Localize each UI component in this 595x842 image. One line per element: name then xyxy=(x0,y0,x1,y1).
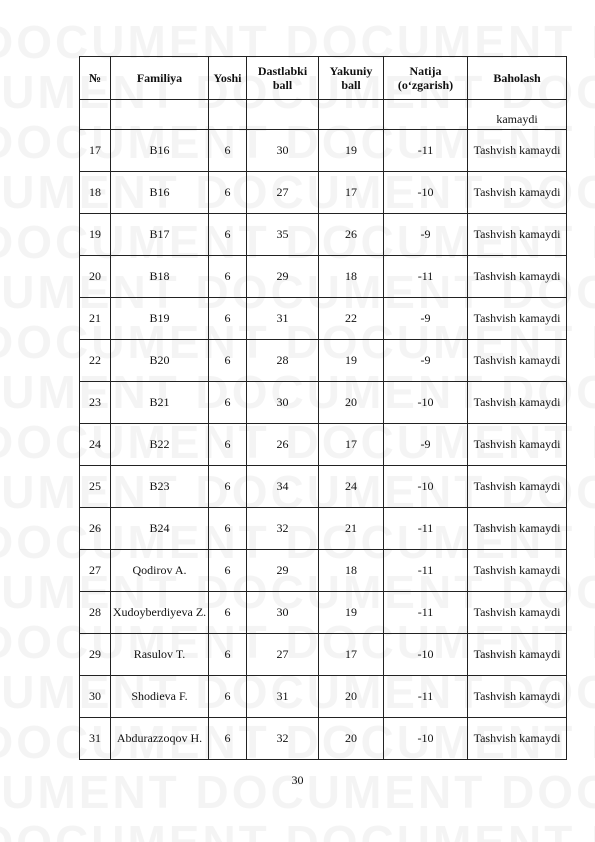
cell-familiya: B23 xyxy=(111,466,209,508)
cell-natija: -11 xyxy=(384,550,468,592)
header-dastlabki: Dastlabki ball xyxy=(247,57,319,100)
cell-baholash: Tashvish kamaydi xyxy=(468,508,567,550)
cell-yoshi: 6 xyxy=(209,508,247,550)
table-row xyxy=(80,466,567,508)
cell-dastlabki: 32 xyxy=(247,508,319,550)
header-no: № xyxy=(80,57,111,100)
cell-baholash: Tashvish kamaydi xyxy=(468,172,567,214)
cell-dastlabki: 29 xyxy=(247,550,319,592)
cell-natija: -9 xyxy=(384,424,468,466)
cell-yakuniy: 17 xyxy=(319,634,384,676)
cell-natija xyxy=(384,100,468,130)
cell-yoshi: 6 xyxy=(209,298,247,340)
cell-yakuniy: 18 xyxy=(319,550,384,592)
table-row xyxy=(80,256,567,298)
cell-dastlabki: 28 xyxy=(247,340,319,382)
results-table xyxy=(79,56,567,760)
cell-familiya: Rasulov T. xyxy=(111,634,209,676)
cell-natija: -11 xyxy=(384,592,468,634)
cell-yakuniy: 22 xyxy=(319,298,384,340)
cell-yoshi: 6 xyxy=(209,592,247,634)
cell-yakuniy: 19 xyxy=(319,130,384,172)
cell-natija: -9 xyxy=(384,214,468,256)
cell-natija: -10 xyxy=(384,172,468,214)
table-row xyxy=(80,718,567,760)
cell-natija: -11 xyxy=(384,256,468,298)
cell-natija: -10 xyxy=(384,382,468,424)
cell-no: 17 xyxy=(80,130,111,172)
table-row xyxy=(80,130,567,172)
cell-natija: -9 xyxy=(384,298,468,340)
cell-yakuniy: 19 xyxy=(319,340,384,382)
cell-no: 18 xyxy=(80,172,111,214)
cell-baholash: Tashvish kamaydi xyxy=(468,382,567,424)
cell-natija: -11 xyxy=(384,676,468,718)
cell-yoshi: 6 xyxy=(209,424,247,466)
table-row xyxy=(80,172,567,214)
cell-yoshi: 6 xyxy=(209,172,247,214)
cell-familiya: B19 xyxy=(111,298,209,340)
cell-yoshi: 6 xyxy=(209,382,247,424)
cell-yoshi: 6 xyxy=(209,340,247,382)
cell-natija: -10 xyxy=(384,718,468,760)
cell-baholash: Tashvish kamaydi xyxy=(468,466,567,508)
cell-baholash: Tashvish kamaydi xyxy=(468,298,567,340)
cell-yakuniy: 20 xyxy=(319,718,384,760)
cell-dastlabki: 30 xyxy=(247,130,319,172)
cell-yoshi: 6 xyxy=(209,214,247,256)
cell-yakuniy: 26 xyxy=(319,214,384,256)
cell-natija: -11 xyxy=(384,508,468,550)
cell-familiya: Qodirov A. xyxy=(111,550,209,592)
cell-no: 23 xyxy=(80,382,111,424)
cell-no xyxy=(80,100,111,130)
cell-baholash: Tashvish kamaydi xyxy=(468,130,567,172)
table-row xyxy=(80,676,567,718)
watermark-row xyxy=(0,815,595,842)
cell-familiya: B22 xyxy=(111,424,209,466)
cell-natija: -9 xyxy=(384,340,468,382)
table-row xyxy=(80,592,567,634)
cell-natija: -11 xyxy=(384,130,468,172)
cell-familiya: B24 xyxy=(111,508,209,550)
cell-yakuniy: 17 xyxy=(319,424,384,466)
cell-familiya: B18 xyxy=(111,256,209,298)
cell-baholash: Tashvish kamaydi xyxy=(468,340,567,382)
cell-no: 27 xyxy=(80,550,111,592)
cell-familiya: Xudoyberdiyeva Z. xyxy=(111,592,209,634)
cell-natija: -10 xyxy=(384,634,468,676)
cell-dastlabki: 27 xyxy=(247,634,319,676)
cell-yakuniy: 24 xyxy=(319,466,384,508)
cell-no: 20 xyxy=(80,256,111,298)
cell-yoshi: 6 xyxy=(209,676,247,718)
cell-baholash: kamaydi xyxy=(468,100,567,130)
cell-no: 21 xyxy=(80,298,111,340)
cell-familiya: B21 xyxy=(111,382,209,424)
table-row xyxy=(80,550,567,592)
cell-yoshi: 6 xyxy=(209,466,247,508)
cell-familiya: B17 xyxy=(111,214,209,256)
header-natija: Natija (o‘zgarish) xyxy=(384,57,468,100)
table-row xyxy=(80,508,567,550)
cell-familiya: B20 xyxy=(111,340,209,382)
cell-no: 30 xyxy=(80,676,111,718)
cell-natija: -10 xyxy=(384,466,468,508)
cell-yoshi: 6 xyxy=(209,550,247,592)
cell-dastlabki xyxy=(247,100,319,130)
cell-dastlabki: 26 xyxy=(247,424,319,466)
cell-dastlabki: 29 xyxy=(247,256,319,298)
cell-no: 28 xyxy=(80,592,111,634)
cell-familiya: B16 xyxy=(111,130,209,172)
cell-dastlabki: 30 xyxy=(247,592,319,634)
table-row xyxy=(80,424,567,466)
cell-familiya: B16 xyxy=(111,172,209,214)
cell-baholash: Tashvish kamaydi xyxy=(468,592,567,634)
cell-familiya: Shodieva F. xyxy=(111,676,209,718)
table-row xyxy=(80,634,567,676)
cell-baholash: Tashvish kamaydi xyxy=(468,550,567,592)
table-row xyxy=(80,298,567,340)
cell-dastlabki: 31 xyxy=(247,676,319,718)
header-baholash: Baholash xyxy=(468,57,567,100)
cell-no: 31 xyxy=(80,718,111,760)
cell-yakuniy: 17 xyxy=(319,172,384,214)
header-yakuniy: Yakuniy ball xyxy=(319,57,384,100)
cell-no: 26 xyxy=(80,508,111,550)
cell-yakuniy: 18 xyxy=(319,256,384,298)
cell-dastlabki: 34 xyxy=(247,466,319,508)
cell-dastlabki: 35 xyxy=(247,214,319,256)
table-row xyxy=(80,214,567,256)
cell-baholash: Tashvish kamaydi xyxy=(468,634,567,676)
table-row xyxy=(80,340,567,382)
cell-familiya xyxy=(111,100,209,130)
page-number: 30 xyxy=(291,773,304,787)
cell-yakuniy: 20 xyxy=(319,382,384,424)
cell-baholash: Tashvish kamaydi xyxy=(468,676,567,718)
cell-baholash: Tashvish kamaydi xyxy=(468,256,567,298)
cell-baholash: Tashvish kamaydi xyxy=(468,214,567,256)
cell-yoshi: 6 xyxy=(209,718,247,760)
cell-no: 19 xyxy=(80,214,111,256)
cell-no: 25 xyxy=(80,466,111,508)
cell-yoshi: 6 xyxy=(209,130,247,172)
cell-yakuniy: 19 xyxy=(319,592,384,634)
cell-baholash: Tashvish kamaydi xyxy=(468,424,567,466)
cell-yakuniy: 20 xyxy=(319,676,384,718)
cell-dastlabki: 31 xyxy=(247,298,319,340)
cell-yoshi: 6 xyxy=(209,256,247,298)
cell-dastlabki: 27 xyxy=(247,172,319,214)
cell-baholash: Tashvish kamaydi xyxy=(468,718,567,760)
header-yoshi: Yoshi xyxy=(209,57,247,100)
cell-no: 24 xyxy=(80,424,111,466)
cell-dastlabki: 30 xyxy=(247,382,319,424)
cell-yakuniy: 21 xyxy=(319,508,384,550)
header-familiya: Familiya xyxy=(111,57,209,100)
cell-yakuniy xyxy=(319,100,384,130)
cell-no: 22 xyxy=(80,340,111,382)
cell-familiya: Abdurazzoqov H. xyxy=(111,718,209,760)
table-row xyxy=(80,382,567,424)
cell-dastlabki: 32 xyxy=(247,718,319,760)
continuation-row xyxy=(80,100,567,130)
cell-yoshi xyxy=(209,100,247,130)
header-row xyxy=(80,57,567,100)
cell-no: 29 xyxy=(80,634,111,676)
cell-yoshi: 6 xyxy=(209,634,247,676)
